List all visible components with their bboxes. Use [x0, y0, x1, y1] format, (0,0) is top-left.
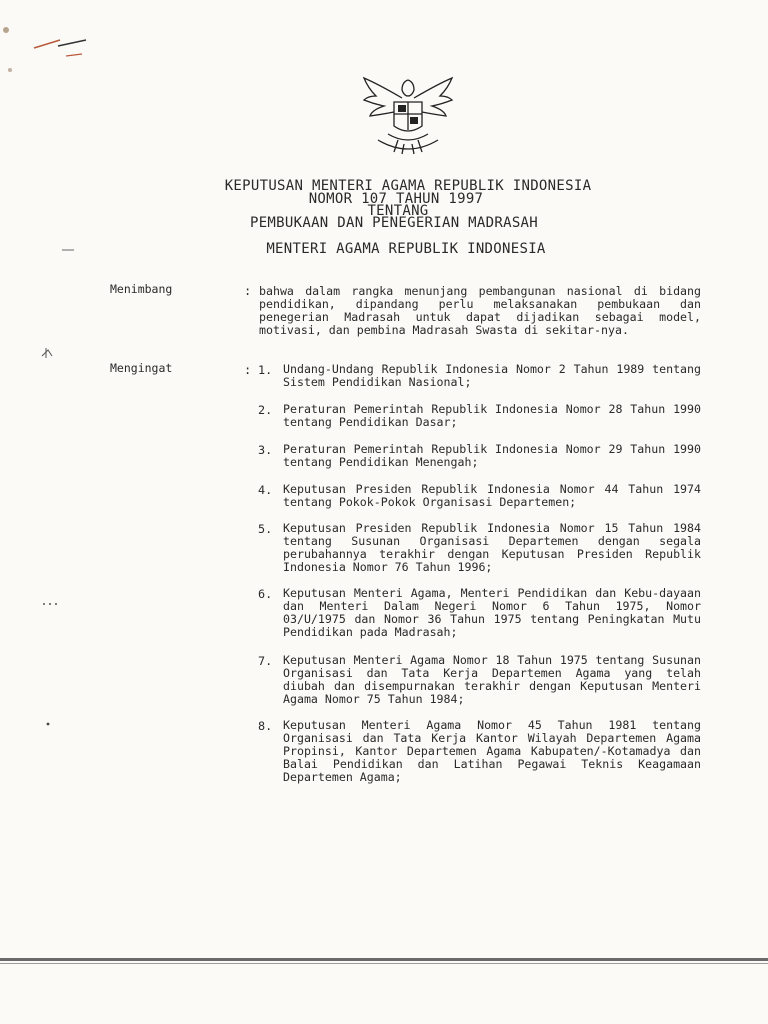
- corner-marks: [0, 0, 100, 80]
- menimbang-label: Menimbang: [110, 282, 173, 296]
- menimbang-text: bahwa dalam rangka menunjang pembangunan nasional di bidang pendidikan, dipandang perlu melaksanakan pembukaan dan penegerian Madrasah untuk dapat dijadikan sebagai model, motivasi, dan pembina Madrasah Swasta di sekitar-nya.: [259, 284, 701, 337]
- mengingat-item-text: Keputusan Presiden Republik Indonesia Nomor 15 Tahun 1984 tentang Susunan Organisasi Departemen dengan segala perubahannya terakhir dengan Keputusan Presiden Republik Indonesia Nomor 76 Tahun 1996;: [283, 521, 701, 574]
- mengingat-item-text: Keputusan Menteri Agama, Menteri Pendidikan dan Kebu-dayaan dan Menteri Dalam Negeri Nomor 6 Tahun 1975, Nomor 03/U/1975 dan Nomor 36 Tahun 1975 tentang Peningkatan Mutu Pendidikan pada Madrasah;: [283, 586, 701, 639]
- mengingat-item-text: Keputusan Presiden Republik Indonesia Nomor 44 Tahun 1974 tentang Pokok-Pokok Organisasi Departemen;: [283, 482, 701, 509]
- page-bottom-rule: [0, 958, 768, 961]
- mengingat-item-number: 3.: [258, 443, 273, 457]
- scan-speck: [40, 346, 56, 360]
- mengingat-item-number: 7.: [258, 654, 273, 668]
- mengingat-item-number: 5.: [258, 522, 273, 536]
- garuda-emblem-icon: [358, 74, 458, 156]
- decree-number: NOMOR 107 TAHUN 1997: [308, 191, 484, 207]
- mengingat-item-number: 4.: [258, 483, 273, 497]
- decree-title: KEPUTUSAN MENTERI AGAMA REPUBLIK INDONESIA: [224, 178, 592, 194]
- mengingat-item-number: 1.: [258, 363, 273, 377]
- decree-subject: PEMBUKAAN DAN PENEGERIAN MADRASAH: [249, 215, 539, 231]
- scan-speck: [44, 720, 54, 730]
- mengingat-item-text: Keputusan Menteri Agama Nomor 45 Tahun 1981 tentang Organisasi dan Tata Kerja Kantor Wilayah Departemen Agama Propinsi, Kantor Departemen Agama Kabupaten/-Kotamadya dan Balai Pendidikan dan Latihan Pegawai Teknis Keagamaan Departemen Agama;: [283, 718, 701, 784]
- mengingat-item-number: 2.: [258, 403, 273, 417]
- scan-speck: [60, 246, 76, 254]
- mengingat-item-number: 8.: [258, 719, 273, 733]
- decree-issuer: MENTERI AGAMA REPUBLIK INDONESIA: [266, 241, 546, 257]
- mengingat-item-text: Peraturan Pemerintah Republik Indonesia Nomor 28 Tahun 1990 tentang Pendidikan Dasar;: [283, 402, 701, 429]
- mengingat-item-text: Peraturan Pemerintah Republik Indonesia Nomor 29 Tahun 1990 tentang Pendidikan Menengah;: [283, 442, 701, 469]
- mengingat-item-number: 6.: [258, 587, 273, 601]
- mengingat-item-text: Undang-Undang Republik Indonesia Nomor 2 Tahun 1989 tentang Sistem Pendidikan Nasional;: [283, 362, 701, 389]
- mengingat-colon: :: [244, 363, 252, 377]
- scan-speck: [40, 600, 60, 608]
- decree-about-label: TENTANG: [367, 203, 429, 219]
- page-bottom-rule-secondary: [0, 963, 768, 964]
- mengingat-item-text: Keputusan Menteri Agama Nomor 18 Tahun 1975 tentang Susunan Organisasi dan Tata Kerja Departemen Agama yang telah diubah dan disempurnakan terakhir dengan Keputusan Menteri Agama Nomor 75 Tahun 1984;: [283, 653, 701, 706]
- menimbang-colon: :: [244, 284, 252, 298]
- mengingat-label: Mengingat: [110, 361, 173, 375]
